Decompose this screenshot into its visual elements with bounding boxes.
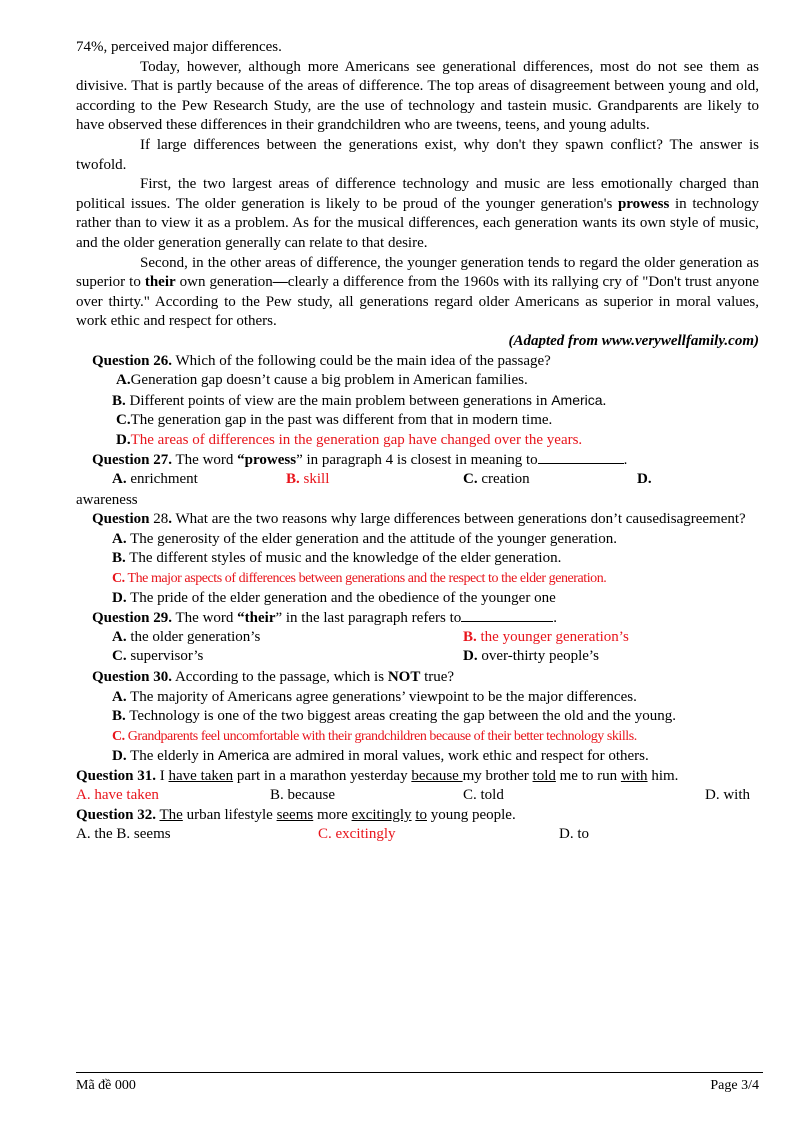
option-30-d[interactable] — [112, 746, 759, 767]
options-29-row-2 — [76, 648, 759, 668]
option-27-a[interactable] — [112, 471, 198, 488]
question-28 — [92, 510, 759, 530]
option-27-d-letter[interactable] — [637, 471, 652, 488]
question-label: Question 31. — [76, 767, 157, 784]
option-28-c-answer[interactable] — [112, 569, 759, 589]
option-text: the older generation’s — [126, 628, 261, 645]
option-letter: D. — [463, 648, 478, 665]
option-31-a-answer[interactable]: A. have taken — [76, 786, 159, 803]
option-32-a-b[interactable]: A. the B. seems — [76, 825, 171, 842]
option-text: the younger generation’s — [476, 628, 629, 645]
passage-paragraph-3: If large differences between the generations exist, why don't they spawn conflict? The answer is twofold. — [76, 136, 759, 173]
option-text: The generosity of the elder generation and the attitude of the younger generation. — [126, 530, 617, 547]
passage-paragraph-2: Today, however, although more Americans see generational differences, most do not see them as divisive. That is partly because of the areas of difference. The top areas of disagreement between young and old, according to the Pew Research Study, are the use of technology and tastein music. Grandparents are likely to have observed these differences in their grandchildren who are tweens, teens, and young adults. — [76, 58, 759, 134]
exam-page — [76, 38, 759, 845]
question-29 — [92, 608, 759, 629]
question-label: Question 27. — [92, 452, 173, 469]
option-text: Technology is one of the two biggest areas creating the gap between the old and the young. — [125, 708, 676, 725]
option-text: America — [551, 391, 603, 408]
question-31 — [76, 767, 759, 787]
options-29-row-1 — [76, 629, 759, 649]
option-text: creation — [477, 471, 530, 488]
question-30 — [92, 668, 759, 688]
question-text: my brother — [462, 767, 533, 784]
question-text: more — [313, 807, 352, 824]
underlined-part: seems — [276, 807, 314, 824]
question-text: ” in paragraph 4 is closest in meaning to — [296, 452, 538, 469]
option-letter: B. — [112, 550, 126, 567]
passage-paragraph-5 — [76, 254, 759, 332]
option-text: Different points of view are the main problem between generations in — [125, 392, 552, 409]
option-letter: D. — [112, 589, 127, 606]
option-27-d-text: awareness — [76, 491, 138, 508]
option-text: The elderly in — [126, 748, 218, 765]
question-keyword: “their — [237, 610, 276, 627]
question-text: I — [156, 767, 169, 784]
option-letter: B. — [286, 471, 300, 488]
option-letter: D. — [112, 748, 127, 765]
question-label: Question — [92, 511, 150, 528]
underlined-part: told — [532, 767, 556, 784]
option-text: are admired in moral values, work ethic and respect for others. — [269, 748, 649, 765]
question-text: According to the passage, which is — [172, 669, 388, 685]
option-26-a[interactable] — [116, 371, 759, 391]
option-28-b[interactable] — [112, 549, 759, 569]
option-text: . — [602, 392, 607, 409]
keyword-their: their — [144, 274, 176, 291]
option-27-c[interactable] — [463, 471, 530, 488]
question-keyword: “prowess — [237, 452, 297, 469]
question-text: urban lifestyle — [182, 807, 277, 824]
question-text: ” in the last paragraph refers to — [275, 610, 462, 627]
option-text: The different styles of music and the knowledge of the elder generation. — [125, 550, 562, 567]
option-26-b[interactable] — [112, 391, 759, 412]
question-text: part in a marathon yesterday — [233, 767, 412, 784]
option-30-a[interactable] — [112, 688, 759, 708]
question-text: The word — [172, 452, 238, 469]
question-26 — [92, 352, 759, 372]
option-32-c-answer[interactable]: C. excitingly — [318, 825, 396, 842]
option-31-c[interactable]: C. told — [463, 786, 504, 803]
option-text: skill — [299, 471, 330, 488]
question-label: Question 29. — [92, 610, 173, 627]
option-letter: C. — [463, 471, 478, 488]
question-32 — [76, 806, 759, 826]
option-text: The major aspects of differences between generations and the respect to the elder generation. — [124, 571, 607, 587]
option-29-b-answer[interactable] — [463, 629, 629, 646]
passage-paragraph-4 — [76, 175, 759, 253]
question-text: him. — [647, 767, 679, 784]
underlined-part: because — [411, 767, 463, 784]
option-text: The areas of differences in the generation gap have changed over the years. — [130, 431, 583, 448]
question-label: Question 32. — [76, 807, 157, 824]
passage-fragment: 74%, perceived major differences. — [76, 39, 282, 55]
passage-source: (Adapted from www.verywellfamily.com) — [508, 332, 759, 349]
options-31-row — [76, 787, 759, 807]
underlined-part: with — [620, 767, 648, 784]
option-letter: A. — [112, 471, 127, 488]
question-27 — [92, 450, 759, 471]
option-text: Grandparents feel uncomfortable with their grandchildren because of their better technology skills. — [124, 728, 637, 744]
exam-code: Mã đề 000 — [76, 1078, 136, 1093]
option-letter: A. — [112, 688, 127, 705]
option-letter: B. — [112, 708, 126, 725]
text: own generation — [175, 274, 273, 291]
text: Second, in the other areas of difference, the younger generation tends to regard the older generation as superior to — [76, 254, 759, 291]
option-letter: C. — [112, 728, 125, 744]
option-text: The majority of Americans agree generations’ viewpoint to be the major differences. — [126, 688, 637, 705]
option-text: supervisor’s — [126, 648, 204, 665]
option-29-d[interactable] — [463, 648, 599, 665]
option-letter: D. — [116, 431, 131, 448]
option-text: over-thirty people’s — [477, 648, 599, 665]
question-label: Question 30. — [92, 669, 173, 685]
question-label: . — [168, 511, 173, 528]
question-text: What are the two reasons why large differences between generations don’t causedisagreement? — [172, 511, 746, 528]
text: clearly a difference from the 1960s with its rallying cry of "Don't trust anyone over thirty." According to the Pew study, all generations regard older Americans as superior in moral values, work ethic and respect for others. — [76, 274, 760, 330]
question-text: me to run — [555, 767, 621, 784]
text: in technology rather than to view it as a problem. As for the musical differences, each generation wants its own style of music, and the older generation generally can relate to that desire. — [76, 195, 759, 251]
answer-blank — [538, 450, 624, 464]
option-28-d[interactable] — [112, 589, 759, 609]
option-28-a[interactable] — [112, 530, 759, 550]
option-26-d-answer[interactable] — [116, 431, 759, 451]
question-text: . — [553, 610, 557, 627]
option-31-b[interactable]: B. because — [270, 786, 335, 803]
answer-blank — [461, 608, 553, 622]
question-keyword: NOT — [387, 669, 421, 685]
question-text: . — [623, 452, 628, 469]
option-text: Generation gap doesn’t cause a big problem in American families. — [130, 372, 528, 389]
option-letter: C. — [116, 412, 131, 429]
question-text: Which of the following could be the main idea of the passage? — [172, 352, 551, 369]
question-label: Question 26. — [92, 352, 173, 369]
question-text: young people. — [426, 807, 516, 824]
passage-line-continued — [12, 38, 759, 58]
option-text: enrichment — [126, 471, 198, 488]
page-number: Page 3/4 — [710, 1078, 759, 1093]
option-text: The pride of the elder generation and the obedience of the younger one — [126, 589, 556, 606]
option-letter: C. — [112, 571, 125, 587]
option-letter: A. — [116, 372, 131, 389]
option-32-d[interactable]: D. to — [559, 825, 589, 842]
option-letter: A. — [112, 628, 127, 645]
underlined-part: to — [415, 807, 427, 824]
option-text: The generation gap in the past was different from that in modern time. — [130, 412, 553, 429]
underlined-part: have taken — [168, 767, 234, 784]
option-30-c-answer[interactable] — [112, 727, 759, 747]
underlined-part: excitingly — [351, 807, 412, 824]
option-text: America — [217, 747, 270, 764]
option-26-c[interactable] — [116, 411, 759, 431]
option-30-b[interactable] — [112, 707, 759, 727]
underlined-part: The — [159, 807, 183, 824]
option-letter: B. — [463, 628, 477, 645]
option-29-c[interactable] — [112, 648, 203, 665]
page-footer — [76, 1072, 763, 1093]
question-text: The word — [172, 610, 238, 627]
option-letter: A. — [112, 530, 127, 547]
options-32-row — [76, 826, 759, 846]
option-letter: C. — [112, 648, 127, 665]
text: First, the two largest areas of difference technology and music are less emotionally charged than political issues. The older generation is likely to be proud of the younger generation's — [76, 176, 759, 212]
option-letter: D. — [637, 471, 652, 488]
keyword-prowess: prowess — [617, 195, 670, 212]
options-27-row — [76, 471, 759, 491]
question-text: true? — [420, 669, 455, 685]
em-dash: — — [272, 274, 288, 291]
option-letter: B. — [112, 392, 126, 409]
option-29-a[interactable] — [112, 629, 260, 646]
option-27-b-answer[interactable] — [286, 471, 329, 488]
question-number: 28 — [149, 511, 169, 528]
option-31-d[interactable]: D. with — [705, 786, 750, 803]
